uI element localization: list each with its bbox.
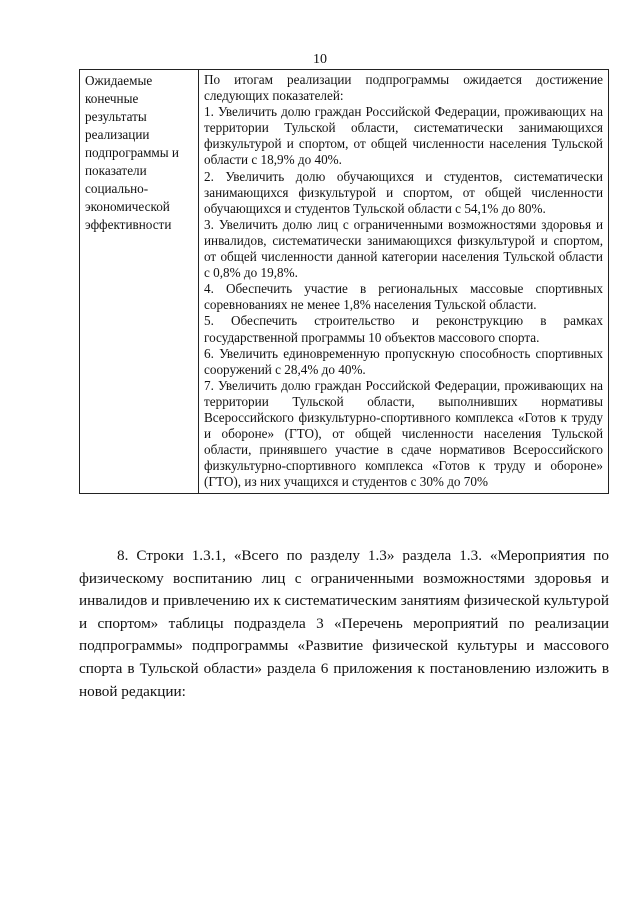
label-line: показатели: [85, 163, 147, 178]
amendment-paragraph: 8. Строки 1.3.1, «Всего по разделу 1.3» раздела 1.3. «Мероприятия по физическому воспитанию лиц с ограниченными возможностями здоровья и инвалидов и привлечению их к систематическим занятиям физической культурой и спортом» таблицы подраздела 3 «Перечень мероприятий по реализации подпрограммы» подпрограммы «Развитие физической культуры и массового спорта в Тульской области» раздела 6 приложения к постановлению изложить в новой редакции:: [79, 547, 609, 700]
indicator-item: 6. Увеличить единовременную пропускную способность спортивных сооружений с 28,4% до 40%.: [204, 345, 603, 377]
indicator-item: 7. Увеличить долю граждан Российской Федерации, проживающих на территории Тульской области, выполнивших нормативы Всероссийского физкультурно-спортивного комплекса «Готов к труду и обороне» (ГТО), от общей численности населения Тульской области, принявшего участие в сдаче нормативов Всероссийского физкультурно-спортивного комплекса «Готов к труду и обороне» (ГТО), из них учащихся и студентов с 30% до 70%: [204, 377, 603, 490]
label-line: конечные: [85, 91, 139, 106]
indicator-item: 4. Обеспечить участие в региональных массовые спортивных соревнованиях не менее 1,8% населения Тульской области.: [204, 281, 603, 313]
indicator-item: 1. Увеличить долю граждан Российской Федерации, проживающих на территории Тульской области, систематически занимающихся физкультурой и спортом, от общей численности населения Тульской области с 18,9% до 40%.: [204, 104, 603, 168]
label-line: эффективности: [85, 217, 172, 232]
indicator-item: 5. Обеспечить строительство и реконструкцию в рамках государственной программы 10 объектов массового спорта.: [204, 313, 603, 345]
indicator-item: 3. Увеличить долю лиц с ограниченными возможностями здоровья и инвалидов, систематически занимающихся физкультурой и спортом, от общей численности данной категории населения Тульской области с 0,8% до 19,8%.: [204, 216, 603, 281]
row-label-cell: [80, 70, 199, 494]
page-number: 10: [313, 52, 327, 67]
indicators-intro: По итогам реализации подпрограммы ожидается достижение следующих показателей:: [204, 72, 603, 104]
indicator-item: 2. Увеличить долю обучающихся и студентов, систематически занимающихся физкультурой и спортом, от общей численности обучающихся и студентов Тульской области с 54,1% до 80%.: [204, 168, 603, 216]
label-line: реализации: [85, 127, 150, 142]
label-line: Ожидаемые: [85, 73, 153, 88]
indicators-table: [79, 69, 609, 494]
table-row: [80, 70, 609, 494]
label-line: экономической: [85, 199, 170, 214]
label-line: результаты: [85, 109, 147, 124]
label-line: подпрограммы и: [85, 145, 179, 160]
row-content-cell: [199, 70, 609, 494]
label-line: социально-: [85, 181, 149, 196]
